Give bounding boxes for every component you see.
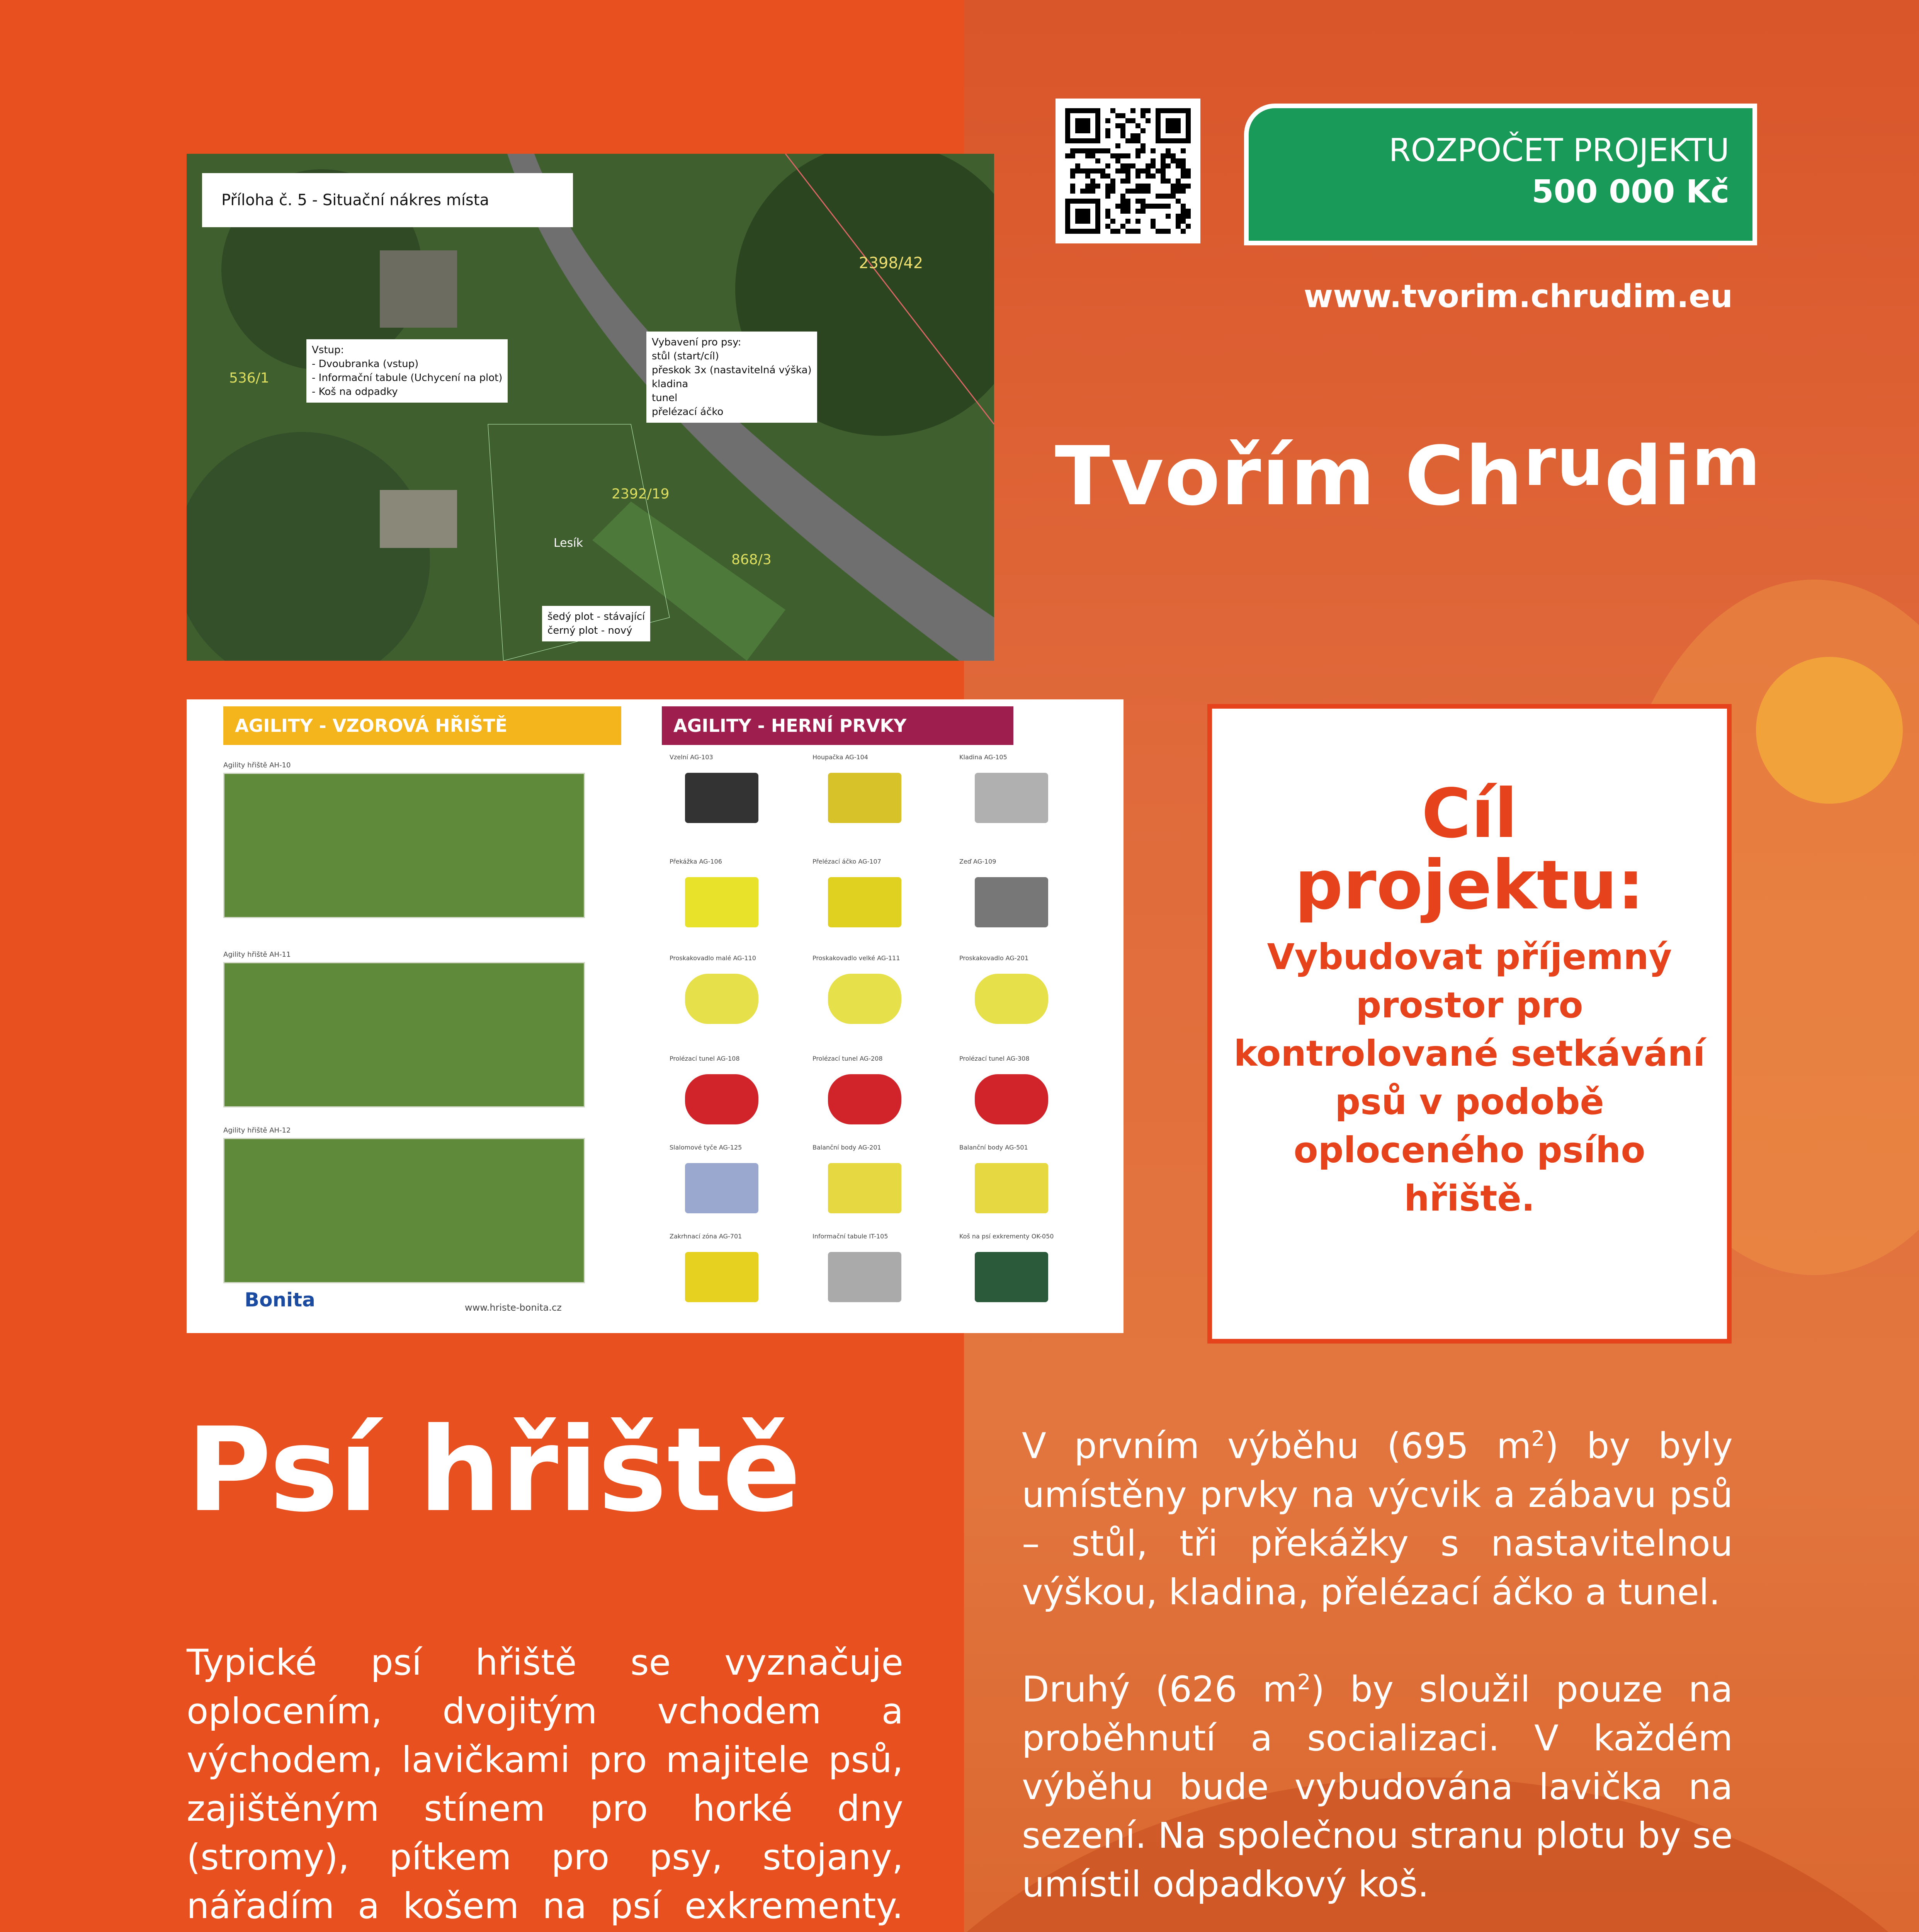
map-title: Příloha č. 5 - Situační nákres místa [202,173,573,227]
agility-field-2 [223,962,585,1107]
equipment-label: Prolézací tunel AG-208 [812,1055,883,1062]
map-graphic [187,154,994,661]
equipment-item [812,753,917,842]
equipment-item [812,954,917,1043]
equipment-label: Prolézací tunel AG-308 [959,1055,1030,1062]
equipment-label: Slalomové tyče AG-125 [670,1144,742,1151]
text-run: V prvním výběhu (695 m [1022,1425,1531,1467]
equipment-picture [828,1252,901,1302]
map-label: 868/3 [731,552,772,568]
agility-left-header: AGILITY - VZOROVÁ HŘIŠTĚ [223,706,621,745]
equipment-picture [828,1074,901,1124]
equipment-picture [975,1163,1048,1213]
map-label: 536/1 [229,370,269,386]
equipment-note-line: stůl (start/cíl) [652,350,719,362]
equipment-label: Balanční body AG-201 [812,1144,881,1151]
equipment-label: Prolézací tunel AG-108 [670,1055,740,1062]
equipment-picture [975,773,1048,823]
logo-part: m [1691,424,1761,501]
equipment-picture [828,974,901,1024]
entrance-note-line: - Informační tabule (Uchycení na plot) [312,372,503,384]
equipment-label: Vzelní AG-103 [670,753,713,761]
equipment-picture [685,877,758,927]
text-run: ) by sloužil pouze na proběhnutí a socializaci. V každém výběhu bude vybudována lavička na sezení. Na společnou stranu plotu by se umístil odpadkový koš. [1022,1668,1733,1905]
ball-shape [1756,657,1903,804]
equipment-item [959,1144,1064,1233]
field-label: Agility hřiště AH-11 [223,951,291,959]
equipment-label: Koš na psí exkrementy OK-050 [959,1233,1054,1240]
equipment-item [812,858,917,947]
superscript: 2 [1531,1426,1545,1451]
logo-part: di [1604,429,1692,524]
right-paragraph-2 [1022,1658,1733,1909]
equipment-picture [975,1252,1048,1302]
tvorim-chrudim-logo [1055,424,1761,524]
agility-field-1 [223,773,585,918]
equipment-label: Informační tabule IT-105 [812,1233,888,1240]
equipment-picture [828,877,901,927]
equipment-item [670,858,774,947]
equipment-note-line: kladina [652,378,688,390]
equipment-note-line: Vybavení pro psy: [652,337,741,348]
equipment-note [646,332,817,423]
equipment-picture [685,1163,758,1213]
equipment-item [959,1055,1064,1144]
equipment-item [959,954,1064,1043]
bonita-url: www.hriste-bonita.cz [465,1302,562,1313]
equipment-picture [685,1252,758,1302]
equipment-label: Proskakovadlo malé AG-110 [670,954,756,962]
equipment-item [812,1055,917,1144]
budget-label: ROZPOČET PROJEKTU [1389,132,1729,169]
agility-field-3 [223,1138,585,1283]
qr-pattern [1056,99,1200,243]
left-paragraph-1: Typické psí hřiště se vyznačuje oplocením, dvojitým vchodem a východem, lavičkami pro majitele psů, zajištěným stínem pro horké dny (stromy), pítkem pro psy, stojany, nářadím a košem na psí exkrementy. [187,1642,903,1927]
superscript: 2 [1297,1670,1311,1694]
equipment-item [670,753,774,842]
field-label: Agility hřiště AH-10 [223,761,291,769]
entrance-note-line: - Dvoubranka (vstup) [312,358,419,370]
map-label: 2392/19 [612,486,670,502]
agility-sheet [187,699,1124,1333]
fence-note [542,606,650,641]
equipment-label: Přelézací áčko AG-107 [812,858,881,865]
goal-box [1207,704,1732,1344]
equipment-item [812,1144,917,1233]
map-label: Lesík [554,536,583,550]
equipment-label: Zakrhnací zóna AG-701 [670,1233,742,1240]
equipment-label: Překážka AG-106 [670,858,722,865]
budget-box [1244,104,1757,245]
equipment-item [670,1144,774,1233]
equipment-item [812,1233,917,1321]
equipment-picture [975,1074,1048,1124]
qr-code[interactable] [1056,99,1200,243]
text-run: ) by byly umístěny prvky na výcvik a zábavu psů – stůl, tři překážky s nastavitelnou výškou, kladina, přelézací áčko a tunel. [1022,1425,1733,1613]
entrance-note-line: - Koš na odpadky [312,386,398,398]
fence-note-line: černý plot - nový [547,625,632,636]
equipment-label: Balanční body AG-501 [959,1144,1028,1151]
equipment-label: Proskakovadlo AG-201 [959,954,1029,962]
fence-note-line: šedý plot - stávající [547,611,645,622]
site-map [187,154,994,661]
equipment-note-line: tunel [652,392,678,404]
page-title: Psí hřiště [187,1403,801,1537]
equipment-item [959,858,1064,947]
equipment-picture [828,773,901,823]
equipment-picture [685,773,758,823]
field-label: Agility hřiště AH-12 [223,1126,291,1134]
goal-title [1212,775,1727,925]
equipment-note-line: přelézací áčko [652,406,724,418]
right-paragraph-1 [1022,1414,1733,1617]
agility-right-header: AGILITY - HERNÍ PRVKY [662,706,1013,745]
logo-part: ru [1523,424,1605,501]
equipment-label: Houpačka AG-104 [812,753,868,761]
equipment-item [670,1233,774,1321]
bonita-logo: Bonita [245,1289,315,1311]
website-link[interactable]: www.tvorim.chrudim.eu [1304,278,1733,315]
goal-title-line: projektu: [1294,846,1645,925]
equipment-item [959,1233,1064,1321]
entrance-note-line: Vstup: [312,344,344,356]
entrance-note [306,339,508,403]
equipment-picture [975,974,1048,1024]
text-run: Druhý (626 m [1022,1668,1297,1710]
equipment-label: Kladina AG-105 [959,753,1007,761]
equipment-item [959,753,1064,842]
map-label: 2398/42 [859,254,923,272]
equipment-label: Proskakovadlo velké AG-111 [812,954,900,962]
equipment-picture [685,1074,758,1124]
equipment-item [670,954,774,1043]
equipment-item [670,1055,774,1144]
goal-body: Vybudovat příjemný prostor pro kontrolované setkávání psů v podobě oploceného psího hřiště. [1234,936,1705,1219]
goal-title-line: Cíl [1421,775,1518,853]
equipment-picture [828,1163,901,1213]
logo-part: Tvořím Ch [1055,429,1524,524]
equipment-picture [685,974,758,1024]
equipment-note-line: přeskok 3x (nastavitelná výška) [652,364,812,376]
budget-value: 500 000 Kč [1531,173,1729,210]
equipment-label: Zeď AG-109 [959,858,996,865]
equipment-picture [975,877,1048,927]
